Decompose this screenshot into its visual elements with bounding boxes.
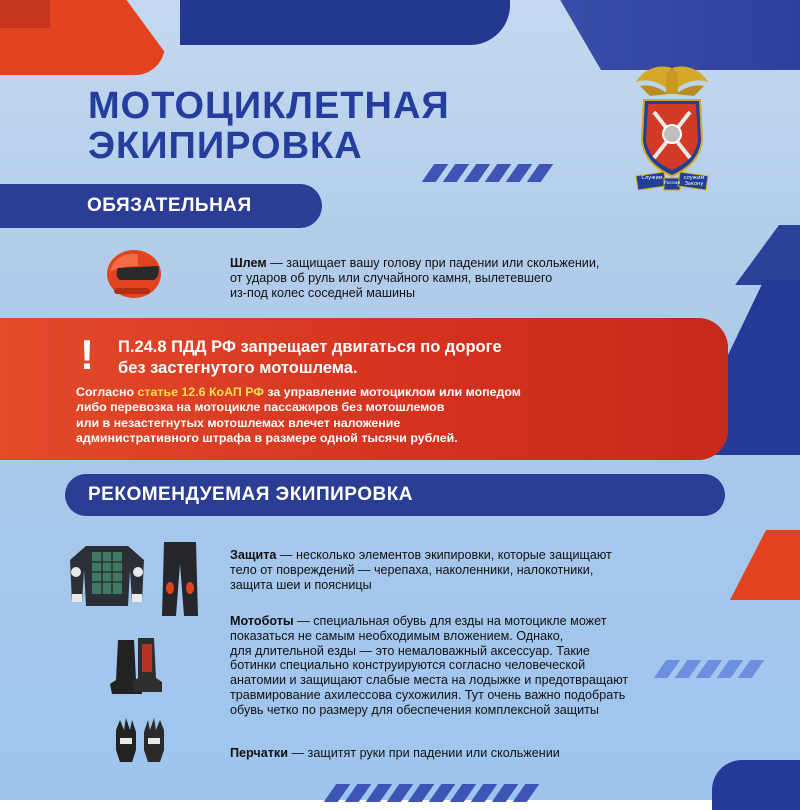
decor-stripes	[428, 164, 547, 182]
helmet-term: Шлем	[230, 256, 267, 270]
boots-line-5: анатомии и защищают слабые места на лодыжке и предотвращают	[230, 673, 629, 688]
helmet-description	[230, 256, 599, 300]
title-line-2: ЭКИПИРОВКА	[88, 125, 363, 167]
boots-term: Мотоботы	[230, 614, 294, 628]
warning-body-line-3: или в незастегнутых мотошлемах влечет наложение	[76, 415, 401, 430]
warning-heading-line-2: без застегнутого мотошлема.	[118, 359, 358, 377]
protection-line-2: тело от повреждений — черепаха, наколенники, налокотники,	[230, 562, 594, 577]
pants-icon	[160, 540, 200, 620]
page-title	[88, 86, 450, 166]
decor-navy-shape-bottom-right	[712, 760, 800, 810]
warning-body-line-4: административного штрафа в размере одной тысячи рублей.	[76, 431, 458, 446]
protection-line-1: — несколько элементов экипировки, которые защищают	[276, 548, 612, 562]
jacket-icon	[66, 540, 148, 610]
warning-body-prefix: Согласно	[76, 385, 138, 399]
boots-line-1: — специальная обувь для езды на мотоцикле может	[293, 614, 607, 628]
boots-line-6: травмирование ахилессова сухожилия. Тут очень важно подобрать	[230, 687, 626, 702]
police-emblem	[630, 60, 714, 200]
emblem-ribbon-mid: России	[664, 181, 681, 186]
helmet-line-2: от ударов об руль или случайного камня, вылетевшего	[230, 270, 553, 285]
warning-law-reference: статье 12.6 КоАП РФ	[137, 385, 264, 399]
warning-body-line-2: либо перевозка на мотоцикле пассажиров без мотошлемов	[76, 400, 445, 415]
emblem-ribbon-left: Служим	[641, 175, 663, 181]
warning-heading-line-1: П.24.8 ПДД РФ запрещает двигаться по дороге	[118, 338, 502, 356]
decor-stripes-bottom	[330, 784, 533, 802]
boots-line-2: показаться не самым необходимым вложением. Однако,	[230, 628, 564, 643]
boots-line-3: для длительной езды — это немаловажный аксессуар. Такие	[230, 643, 590, 658]
mandatory-section-label: ОБЯЗАТЕЛЬНАЯ	[0, 184, 322, 228]
decor-stripes-right	[660, 660, 758, 678]
boots-line-7: обувь четко по размеру для обеспечения комплексной защиты	[230, 702, 599, 717]
emblem-ribbon-right2: Закону	[684, 181, 704, 187]
gloves-line-1: — защитят руки при падении или скольжении	[287, 746, 560, 760]
warning-heading	[118, 337, 502, 379]
title-line-1: МОТОЦИКЛЕТНАЯ	[88, 85, 450, 127]
protection-description	[230, 548, 612, 592]
helmet-line-1: — защищает вашу голову при падении или скольжении,	[266, 256, 600, 270]
recommended-section-label: РЕКОМЕНДУЕМАЯ ЭКИПИРОВКА	[65, 474, 725, 516]
gloves-description	[230, 746, 560, 761]
gloves-icon	[112, 716, 168, 764]
helmet-icon	[104, 244, 164, 300]
boots-description	[230, 614, 628, 718]
protection-line-3: защита шеи и поясницы	[230, 577, 372, 592]
exclamation-icon: !	[80, 331, 94, 378]
decor-navy-shape-top	[180, 0, 510, 45]
decor-red-shape-top-left-small	[0, 0, 50, 28]
boots-icon	[108, 636, 164, 698]
warning-body-line-1: за управление мотоциклом или мопедом	[263, 385, 521, 399]
warning-body	[76, 385, 521, 447]
protection-term: Защита	[230, 548, 277, 562]
helmet-line-3: из-под колес соседней машины	[230, 285, 416, 300]
emblem-ribbon-right1: служим	[683, 175, 705, 181]
boots-line-4: ботинки специально конструируются согласно человеческой	[230, 658, 586, 673]
gloves-term: Перчатки	[230, 746, 288, 760]
